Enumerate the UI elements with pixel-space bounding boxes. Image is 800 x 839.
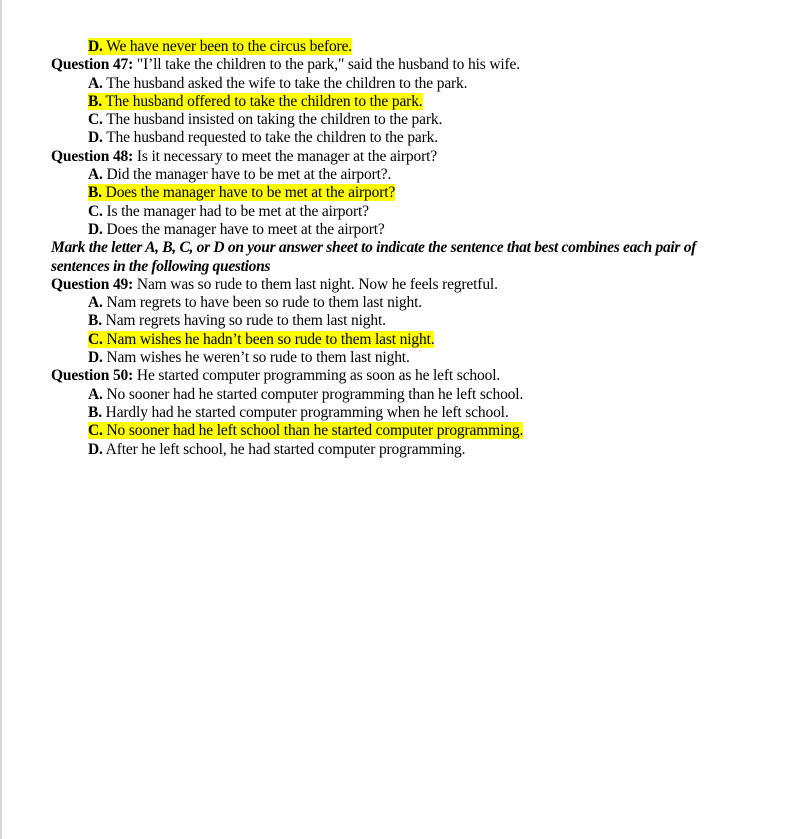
question-text: Is it necessary to meet the manager at the airport? — [133, 147, 437, 165]
option-line — [0, 203, 800, 221]
document-body — [0, 38, 800, 459]
option-label: C. — [88, 330, 103, 348]
option-label: B. — [88, 403, 102, 421]
option-label: B. — [88, 184, 102, 202]
option-text: Is the manager had to be met at the airport? — [102, 202, 369, 220]
option-label: C. — [88, 202, 103, 220]
option-text: Nam wishes he weren’t so rude to them last night. — [102, 349, 410, 367]
highlighted-answer — [88, 331, 434, 348]
option-line — [0, 441, 800, 459]
highlighted-answer — [88, 38, 352, 55]
option-line — [0, 129, 800, 147]
option-text: Hardly had he started computer programming when he left school. — [101, 403, 509, 421]
question-number: Question 48: — [51, 147, 134, 165]
question-line — [0, 367, 800, 385]
question-text: Nam was so rude to them last night. Now he feels regretful. — [133, 275, 498, 293]
option-label: D. — [88, 440, 103, 458]
question-text: He started computer programming as soon as he left school. — [133, 367, 501, 385]
option-line — [0, 422, 800, 440]
option-text: We have never been to the circus before. — [102, 38, 353, 55]
question-number: Question 49: — [51, 275, 134, 293]
option-line — [0, 166, 800, 184]
option-text: No sooner had he left school than he started computer programming. — [102, 422, 524, 440]
option-line — [0, 349, 800, 367]
option-line — [0, 331, 800, 349]
option-line — [0, 111, 800, 129]
option-text: The husband requested to take the children to the park. — [102, 129, 439, 147]
option-label: A. — [88, 74, 103, 92]
instruction-line: Mark the letter A, B, C, or D on your answer sheet to indicate the sentence that best combines each pair of — [51, 239, 697, 257]
option-line — [0, 404, 800, 422]
question-number: Question 50: — [51, 367, 134, 385]
highlighted-answer — [88, 184, 395, 201]
option-text: Nam regrets having so rude to them last night. — [101, 312, 386, 330]
option-line — [0, 386, 800, 404]
question-line — [0, 56, 800, 74]
option-label: A. — [88, 166, 103, 184]
option-label: B. — [88, 312, 102, 330]
option-text: Nam regrets to have been so rude to them last night. — [102, 294, 422, 312]
option-label: A. — [88, 385, 103, 403]
question-number: Question 47: — [51, 56, 134, 74]
option-label: D. — [88, 129, 103, 147]
option-label: C. — [88, 422, 103, 440]
option-text: Did the manager have to be met at the airport?. — [102, 166, 392, 184]
question-text: "I’ll take the children to the park," said the husband to his wife. — [133, 56, 521, 74]
option-text: Does the manager have to be met at the airport? — [101, 184, 396, 202]
option-label: D. — [88, 349, 103, 367]
option-line — [0, 184, 800, 202]
option-label: C. — [88, 111, 103, 129]
instruction-line: sentences in the following questions — [51, 257, 271, 275]
highlighted-answer — [88, 93, 423, 110]
option-label: D. — [88, 38, 103, 55]
option-line — [0, 312, 800, 330]
highlighted-answer — [88, 422, 523, 439]
option-line — [0, 75, 800, 93]
option-line — [0, 294, 800, 312]
question-line — [0, 276, 800, 294]
option-label: B. — [88, 92, 102, 110]
option-line — [0, 221, 800, 239]
option-line — [0, 38, 800, 56]
option-label: D. — [88, 220, 103, 238]
option-text: Nam wishes he hadn’t been so rude to them last night. — [102, 330, 435, 348]
option-text: The husband offered to take the children to the park. — [101, 92, 423, 110]
option-text: The husband asked the wife to take the children to the park. — [102, 74, 468, 92]
option-text: After he left school, he had started computer programming. — [102, 440, 466, 458]
option-label: A. — [88, 294, 103, 312]
option-line — [0, 93, 800, 111]
option-text: The husband insisted on taking the children to the park. — [102, 111, 443, 129]
question-line — [0, 148, 800, 166]
option-text: No sooner had he started computer programming than he left school. — [102, 385, 524, 403]
option-text: Does the manager have to meet at the airport? — [102, 220, 385, 238]
